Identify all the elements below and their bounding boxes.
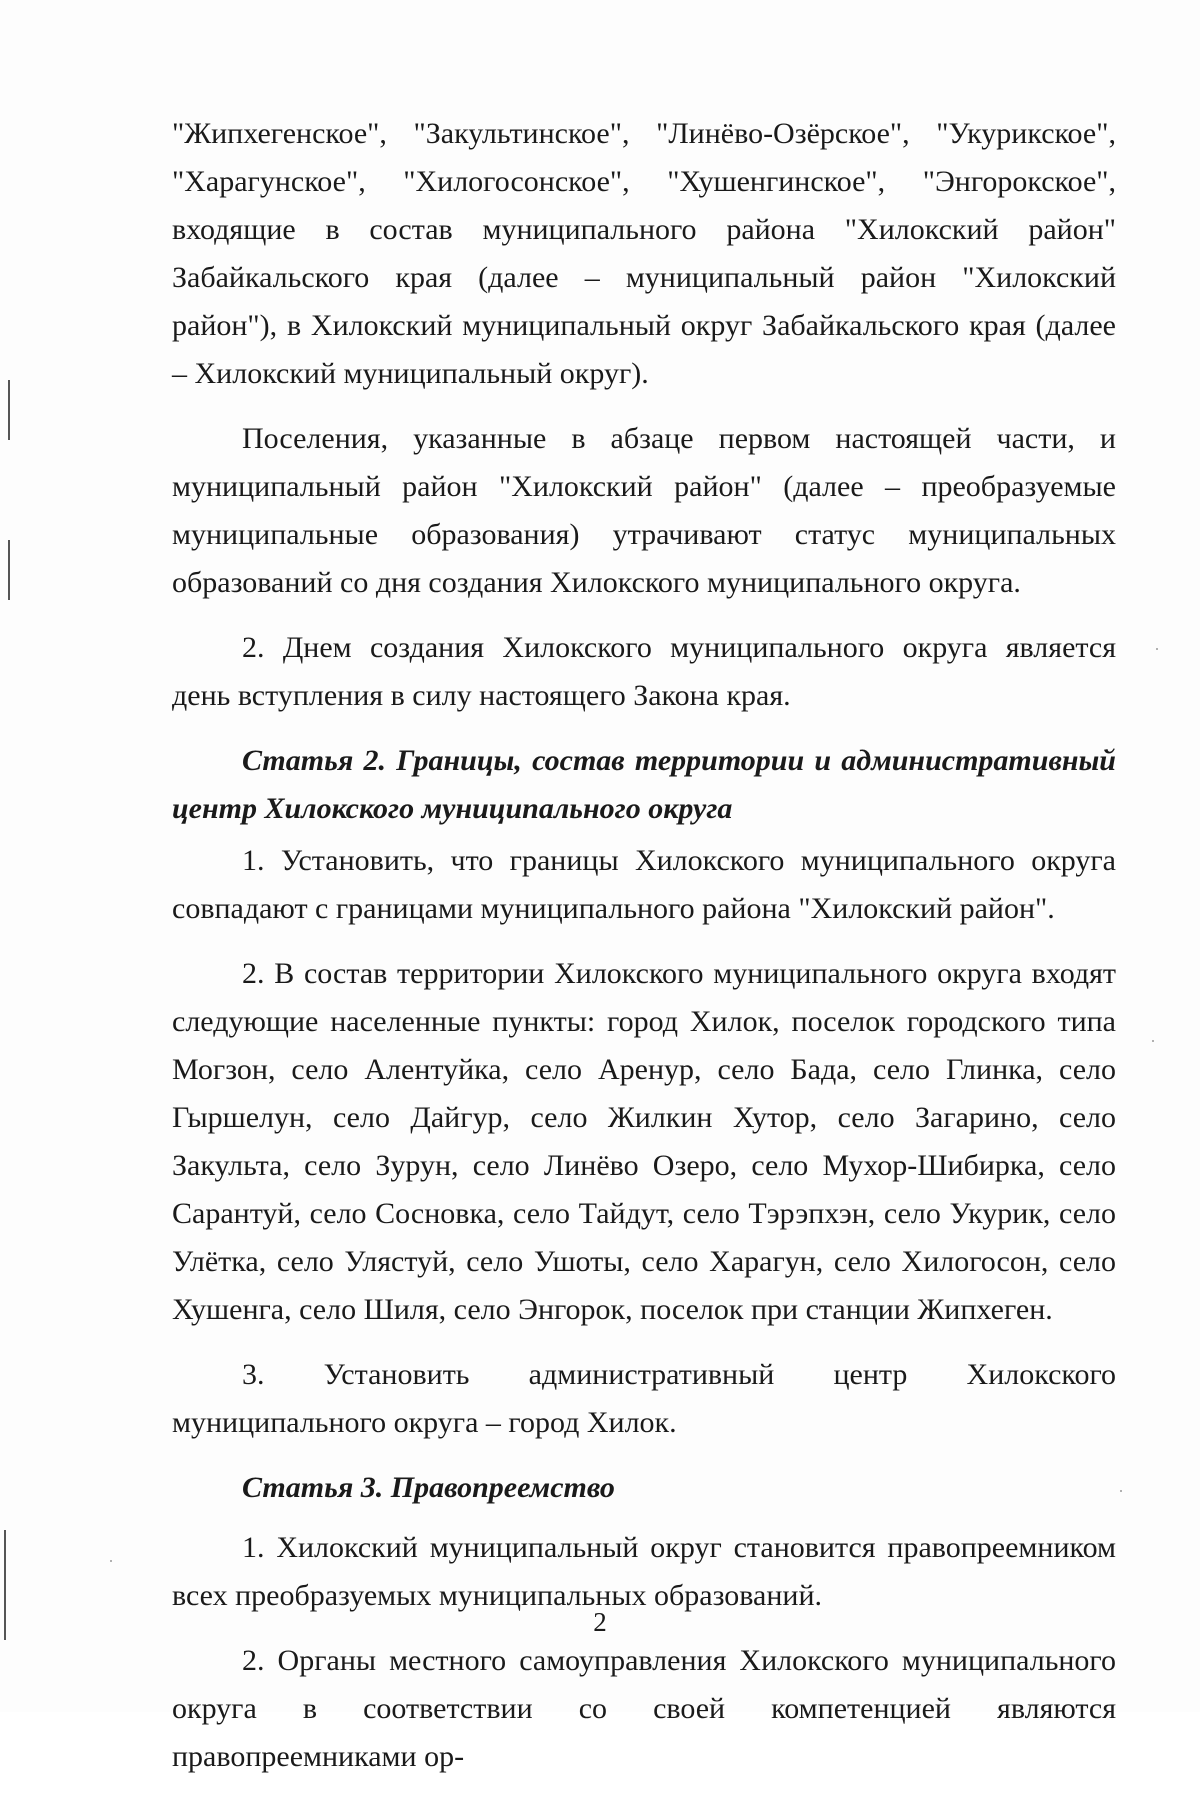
paragraph-creation-day: 2. Днем создания Хилокского муниципального округа является день вступления в силу настоящего Закона края.: [172, 631, 1116, 712]
scan-speck: [110, 1560, 112, 1562]
article-2-heading: Статья 2. Границы, состав территории и административный центр Хилокского муниципального округа: [172, 744, 1116, 825]
paragraph-loss-of-status: Поселения, указанные в абзаце первом настоящей части, и муниципальный район "Хилокский район" (далее – преобразуемые муниципальные образования) утрачивают статус муниципальных образований со дня создания Хилокского муниципального округа.: [172, 422, 1116, 599]
scan-margin-mark: [8, 380, 10, 440]
scan-speck: [1152, 1040, 1154, 1042]
scan-margin-mark: [4, 1530, 6, 1640]
article-2-paragraph-3: 3. Установить административный центр Хилокского муниципального округа – город Хилок.: [172, 1358, 1116, 1439]
document-body: [172, 110, 1116, 1798]
article-2-paragraph-2: 2. В состав территории Хилокского муниципального округа входят следующие населенные пункты: город Хилок, поселок городского типа Могзон, село Алентуйка, село Аренур, село Бада, село Глинка, село Гыршелун, село Дайгур, село Жилкин Хутор, село Загарино, село Закульта, село Зурун, село Линёво Озеро, село Мухор-Шибирка, село Сарантуй, село Сосновка, село Тайдут, село Тэрэпхэн, село Укурик, село Улётка, село Улястуй, село Ушоты, село Харагун, село Хилогосон, село Хушенга, село Шиля, село Энгорок, поселок при станции Жипхеген.: [172, 957, 1116, 1326]
article-2-paragraph-1: 1. Установить, что границы Хилокского муниципального округа совпадают с границами муниципального района "Хилокский район".: [172, 844, 1116, 925]
page-number: 2: [593, 1607, 607, 1637]
scan-speck: [1120, 1490, 1122, 1492]
article-3-paragraph-2: 2. Органы местного самоуправления Хилокского муниципального округа в соответствии со своей компетенцией являются правопреемниками ор-: [172, 1644, 1116, 1773]
scan-margin-mark: [8, 540, 10, 600]
article-3-paragraph-1: 1. Хилокский муниципальный округ становится правопреемником всех преобразуемых муниципальных образований.: [172, 1531, 1116, 1612]
paragraph-continuation: "Жипхегенское", "Закультинское", "Линёво-Озёрское", "Укурикское", "Харагунское", "Хилогосонское", "Хушенгинское", "Энгорокское", входящие в состав муниципального района "Хилокский район" Забайкальского края (далее – муниципальный район "Хилокский район"), в Хилокский муниципальный округ Забайкальского края (далее – Хилокский муниципальный округ).: [172, 117, 1116, 390]
article-3-heading: Статья 3. Правопреемство: [242, 1471, 615, 1504]
scan-speck: [1156, 648, 1158, 650]
